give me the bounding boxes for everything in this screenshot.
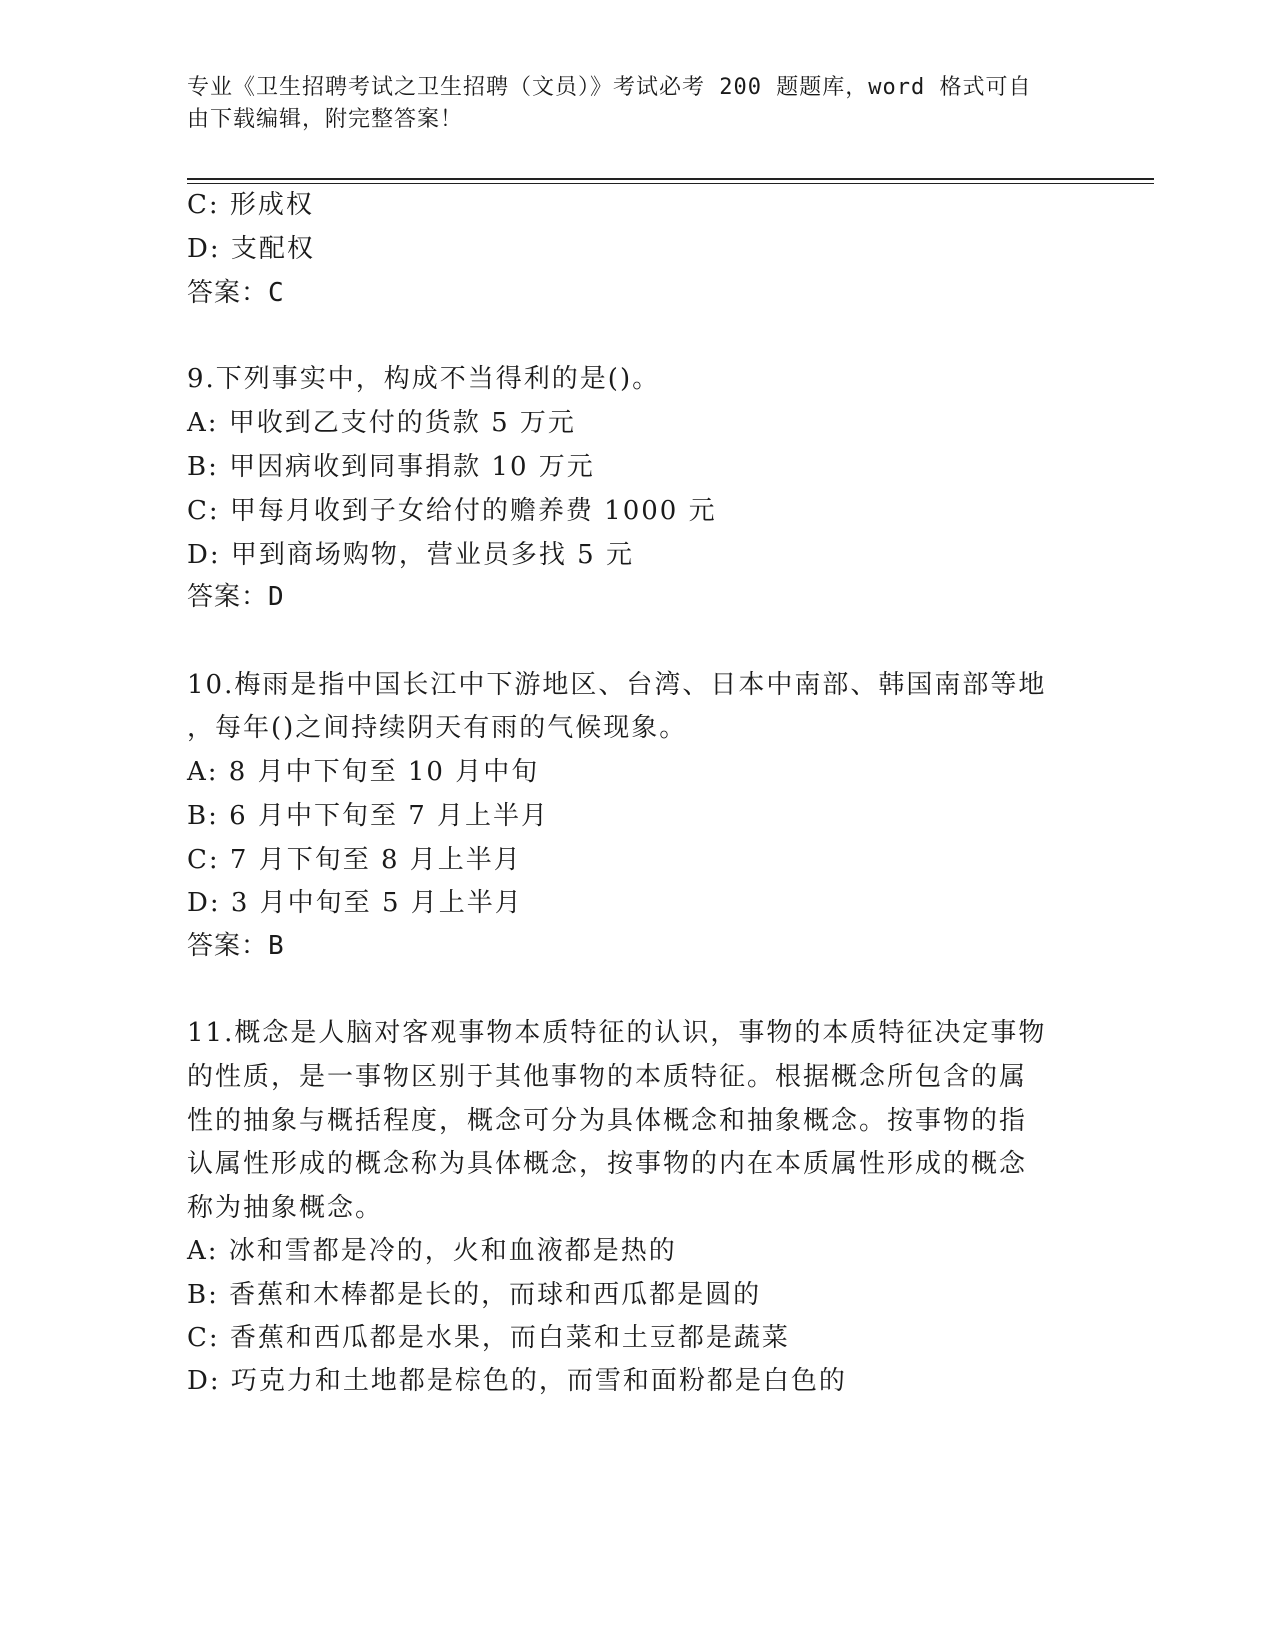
document-header <box>187 72 1067 136</box>
answer-label: 答案： <box>187 582 269 612</box>
q9-option-c: C: 甲每月收到子女给付的赡养费 1000 元 <box>187 496 717 526</box>
q10-answer <box>187 929 285 963</box>
q10-stem-line-1: 10.梅雨是指中国长江中下游地区、台湾、日本中南部、韩国南部等地 <box>187 670 1047 700</box>
q10-option-c: C: 7 月下旬至 8 月上半月 <box>187 845 522 875</box>
q10-stem-line-2: ，每年()之间持续阴天有雨的气候现象。 <box>187 713 688 743</box>
q11-option-a: A: 冰和雪都是冷的，火和血液都是热的 <box>187 1236 677 1266</box>
q10-option-a: A: 8 月中下旬至 10 月中旬 <box>187 757 540 787</box>
prev-option-c: C: 形成权 <box>187 190 314 220</box>
header-line-1: 专业《卫生招聘考试之卫生招聘（文员）》考试必考 200 题题库，word 格式可自 <box>187 75 1032 100</box>
answer-value: B <box>268 931 285 961</box>
q11-stem-line-3: 性的抽象与概括程度，概念可分为具体概念和抽象概念。按事物的指 <box>187 1106 1028 1136</box>
q11-option-d: D: 巧克力和土地都是棕色的，而雪和面粉都是白色的 <box>187 1366 847 1396</box>
q9-option-d: D: 甲到商场购物，营业员多找 5 元 <box>187 540 634 570</box>
prev-answer <box>187 276 285 310</box>
header-line-2: 由下载编辑，附完整答案！ <box>187 107 464 132</box>
q10-option-d: D: 3 月中旬至 5 月上半月 <box>187 888 523 918</box>
q11-stem-line-4: 认属性形成的概念称为具体概念，按事物的内在本质属性形成的概念 <box>187 1149 1028 1179</box>
q11-stem-line-1: 11.概念是人脑对客观事物本质特征的认识，事物的本质特征决定事物 <box>187 1018 1047 1048</box>
answer-label: 答案： <box>187 931 269 961</box>
q11-option-c: C: 香蕉和西瓜都是水果，而白菜和土豆都是蔬菜 <box>187 1323 790 1353</box>
answer-value: D <box>268 582 285 612</box>
prev-option-d: D: 支配权 <box>187 234 315 264</box>
q9-option-a: A: 甲收到乙支付的货款 5 万元 <box>187 408 576 438</box>
header-divider <box>187 178 1154 180</box>
q10-option-b: B: 6 月中下旬至 7 月上半月 <box>187 801 550 831</box>
q11-option-b: B: 香蕉和木棒都是长的，而球和西瓜都是圆的 <box>187 1280 762 1310</box>
q9-answer <box>187 580 285 614</box>
header-divider-thin <box>187 183 1154 184</box>
answer-value: C <box>268 278 285 308</box>
q11-stem-line-2: 的性质，是一事物区别于其他事物的本质特征。根据概念所包含的属 <box>187 1062 1028 1092</box>
answer-label: 答案： <box>187 278 269 308</box>
q9-stem: 9.下列事实中，构成不当得利的是()。 <box>187 364 661 394</box>
q11-stem-line-5: 称为抽象概念。 <box>187 1193 384 1223</box>
q9-option-b: B: 甲因病收到同事捐款 10 万元 <box>187 452 595 482</box>
